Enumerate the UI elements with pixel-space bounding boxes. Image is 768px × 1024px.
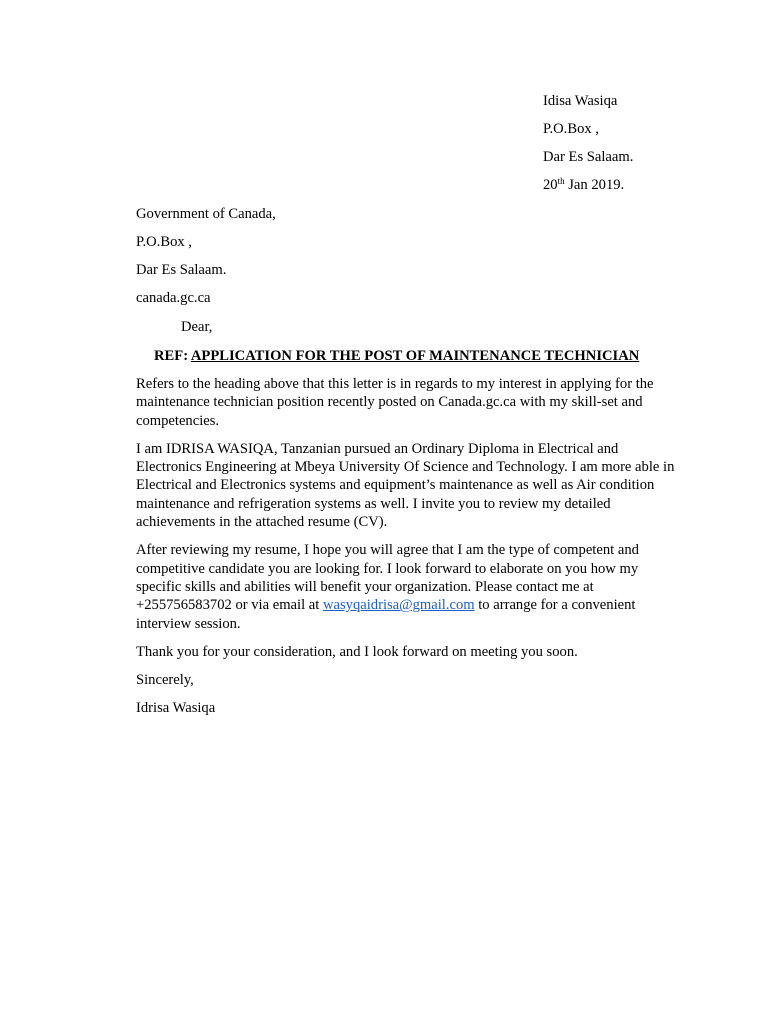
closing: Sincerely,: [136, 672, 194, 689]
paragraph-contact-text: After reviewing my resume, I hope you will agree that I am the type of competent and competitive candidate you are looking for. I look forward to elaborate on you how my specific skills and abilities will benefit your organization. Please contact me at +255756583702 or via email at: [136, 542, 639, 614]
paragraph-contact-end: to arrange for a convenient interview session.: [136, 597, 636, 632]
ref-heading: [154, 347, 639, 365]
paragraph-intro: Refers to the heading above that this letter is in regards to my interest in applying for the maintenance technician position recently posted on Canada.gc.ca with my skill-set and competencies.: [136, 376, 654, 429]
date-month-year: Jan 2019.: [564, 177, 625, 193]
paragraph-background: I am IDRISA WASIQA, Tanzanian pursued an Ordinary Diploma in Electrical and Electronics Engineering at Mbeya University Of Science and Technology. I am more able in Electrical and Electronics systems and equipment’s maintenance as well as Air condition maintenance and refrigeration systems as well. I invite you to review my detailed achievements in the attached resume (CV).: [136, 440, 675, 531]
recipient-po-box: P.O.Box ,: [136, 234, 192, 250]
letter-body: [136, 375, 681, 728]
ref-prefix: REF:: [154, 348, 191, 364]
date-suffix: th: [557, 176, 565, 186]
sender-address-block: [543, 92, 743, 204]
recipient-org: Government of Canada,: [136, 206, 276, 222]
sender-po-box: P.O.Box ,: [543, 121, 599, 137]
email-link[interactable]: wasyqaidrisa@gmail.com: [322, 597, 475, 614]
sender-name: Idisa Wasiqa: [543, 93, 618, 109]
letter-date: [543, 176, 743, 204]
salutation: Dear,: [181, 319, 213, 335]
recipient-address-block: [136, 205, 696, 317]
paragraph-contact: [136, 541, 681, 632]
recipient-city: Dar Es Salaam.: [136, 262, 227, 278]
sender-city: Dar Es Salaam.: [543, 149, 634, 165]
recipient-website: canada.gc.ca: [136, 290, 211, 306]
paragraph-thanks: Thank you for your consideration, and I look forward on meeting you soon.: [136, 643, 578, 660]
ref-subject: APPLICATION FOR THE POST OF MAINTENANCE TECHNICIAN: [190, 348, 640, 364]
date-day: 20: [543, 177, 558, 193]
signature-name: Idrisa Wasiqa: [136, 700, 216, 717]
